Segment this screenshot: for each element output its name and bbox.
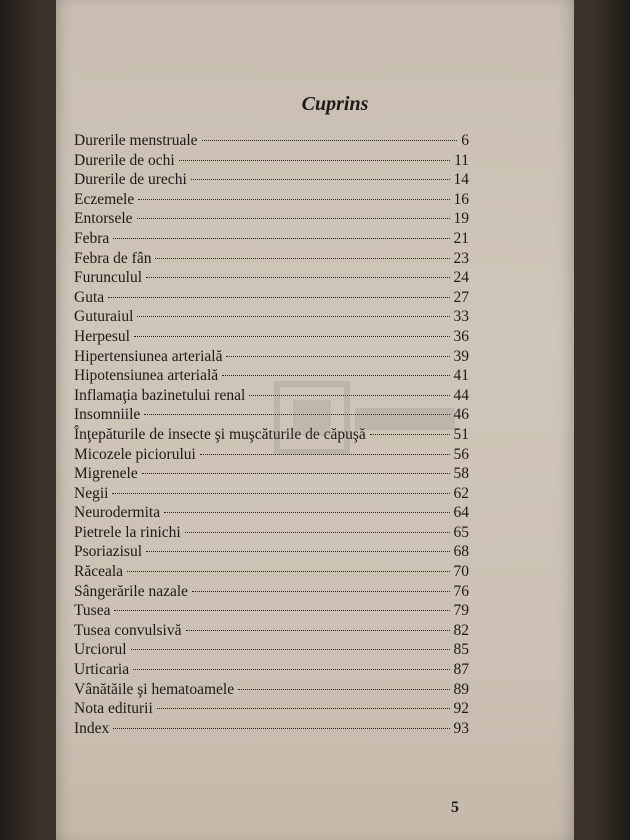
toc-entry-page: 93 — [453, 719, 469, 737]
toc-entry — [74, 601, 469, 621]
toc-entry-label: Vânătăile şi hematoamele — [74, 680, 235, 698]
dot-leader — [113, 238, 449, 239]
toc-entry-label: Furunculul — [74, 269, 143, 287]
dot-leader — [238, 689, 449, 690]
toc-entry-label: Nota editurii — [74, 700, 153, 718]
dot-leader — [164, 512, 449, 513]
toc-entry — [74, 719, 469, 739]
dot-leader — [155, 258, 449, 259]
toc-entry-page: 41 — [453, 367, 469, 385]
toc-entry-label: Tusea — [74, 602, 111, 620]
toc-entry — [74, 268, 469, 288]
toc-entry-label: Urticaria — [74, 661, 130, 679]
toc-entry-label: Index — [74, 719, 110, 737]
toc-entry-page: 23 — [453, 249, 469, 267]
toc-entry-label: Herpesul — [74, 327, 130, 345]
toc-entry-page: 68 — [453, 543, 469, 561]
toc-entry-page: 87 — [453, 661, 469, 679]
toc-entry-page: 33 — [453, 308, 469, 326]
toc-entry-label: Înţepăturile de insecte şi muşcăturile de căpuşă — [74, 425, 366, 443]
toc-entry — [74, 699, 469, 719]
dot-leader — [112, 493, 449, 494]
toc-entry — [74, 503, 469, 523]
toc-entry-label: Pietrele la rinichi — [74, 523, 181, 541]
toc-entry — [74, 170, 469, 190]
dot-leader — [179, 160, 450, 161]
toc-entry-page: 11 — [454, 151, 469, 169]
toc-entry — [74, 640, 469, 660]
toc-entry-label: Hipertensiunea arterială — [74, 347, 223, 365]
toc-entry — [74, 484, 469, 504]
dot-leader — [146, 277, 449, 278]
toc-entry-label: Febra de fân — [74, 249, 152, 267]
dot-leader — [137, 218, 450, 219]
dot-leader — [185, 532, 450, 533]
dot-leader — [114, 610, 449, 611]
dot-leader — [226, 356, 449, 357]
toc-entry-label: Urciorul — [74, 641, 127, 659]
toc-entry — [74, 347, 469, 367]
toc-entry — [74, 229, 469, 249]
toc-entry — [74, 464, 469, 484]
toc-entry — [74, 582, 469, 602]
toc-entry — [74, 307, 469, 327]
toc-entry-page: 46 — [453, 406, 469, 424]
toc-entry-page: 24 — [453, 269, 469, 287]
toc-entry-label: Entorsele — [74, 210, 133, 228]
dot-leader — [127, 571, 449, 572]
toc-entry-page: 70 — [453, 563, 469, 581]
toc-entry-page: 6 — [461, 132, 469, 149]
toc-entry-page: 56 — [453, 445, 469, 463]
toc-entry-label: Febra — [74, 229, 110, 247]
toc-entry-page: 21 — [453, 229, 469, 247]
toc-entry-page: 44 — [453, 386, 469, 404]
dot-leader — [131, 649, 450, 650]
toc-entry-label: Tusea convulsivă — [74, 621, 182, 639]
toc-entry-page: 65 — [453, 523, 469, 541]
toc-entry-page: 64 — [453, 504, 469, 522]
dot-leader — [113, 728, 449, 729]
dot-leader — [142, 473, 450, 474]
toc-entry-page: 85 — [453, 641, 469, 659]
toc-entry-page: 51 — [453, 425, 469, 443]
toc-entry-label: Insomniile — [74, 406, 141, 424]
toc-entry-label: Neurodermita — [74, 504, 161, 522]
dot-leader — [222, 375, 449, 376]
toc-entry-page: 79 — [453, 602, 469, 620]
dot-leader — [137, 316, 449, 317]
toc-entry-label: Durerile de ochi — [74, 151, 175, 169]
toc-entry — [74, 542, 469, 562]
toc-entry — [74, 151, 469, 171]
toc-entry-label: Migrenele — [74, 465, 138, 483]
toc-entry-label: Inflamaţia bazinetului renal — [74, 386, 246, 404]
toc-entry-page: 92 — [453, 700, 469, 718]
dot-leader — [146, 551, 449, 552]
toc-entry-label: Guta — [74, 288, 105, 306]
toc-entry-label: Eczemele — [74, 190, 135, 208]
toc-entry — [74, 562, 469, 582]
toc-entry — [74, 249, 469, 269]
toc-entry-page: 19 — [453, 210, 469, 228]
toc-entry-label: Negii — [74, 484, 109, 502]
toc-entry — [74, 131, 469, 151]
page-title: Cuprins — [301, 93, 369, 115]
book-page — [56, 0, 574, 840]
dot-leader — [202, 140, 458, 141]
toc-entry — [74, 288, 469, 308]
toc-entry — [74, 523, 469, 543]
toc-entry-page: 89 — [453, 680, 469, 698]
dot-leader — [134, 336, 450, 337]
dot-leader — [157, 708, 450, 709]
toc-entry — [74, 209, 469, 229]
toc-entry-page: 36 — [453, 327, 469, 345]
toc-entry-page: 39 — [453, 347, 469, 365]
toc-entry-label: Sângerările nazale — [74, 582, 189, 600]
dot-leader — [186, 630, 450, 631]
dot-leader — [133, 669, 449, 670]
toc-entry-page: 27 — [453, 288, 469, 306]
toc-entry — [74, 327, 469, 347]
toc-entry-label: Răceala — [74, 563, 124, 581]
toc-entry-page: 14 — [453, 171, 469, 189]
toc-entry-page: 82 — [453, 621, 469, 639]
toc-entry-label: Durerile de urechi — [74, 171, 187, 189]
toc-entry — [74, 660, 469, 680]
toc-entry-label: Guturaiul — [74, 308, 134, 326]
toc-entry — [74, 190, 469, 210]
watermark-logo — [271, 378, 461, 458]
page-number: 5 — [451, 799, 459, 816]
toc-entry-label: Hipotensiunea arterială — [74, 367, 219, 385]
toc-entry-page: 62 — [453, 484, 469, 502]
toc-entry — [74, 680, 469, 700]
toc-entry-label: Micozele piciorului — [74, 445, 196, 463]
dot-leader — [108, 297, 449, 298]
toc-entry-page: 16 — [453, 190, 469, 208]
toc-entry-label: Durerile menstruale — [74, 132, 198, 149]
dot-leader — [192, 591, 449, 592]
dot-leader — [191, 179, 450, 180]
toc-entry-page: 76 — [453, 582, 469, 600]
toc-entry-label: Psoriazisul — [74, 543, 143, 561]
toc-entry — [74, 621, 469, 641]
toc-entry-page: 58 — [453, 465, 469, 483]
dot-leader — [138, 199, 449, 200]
